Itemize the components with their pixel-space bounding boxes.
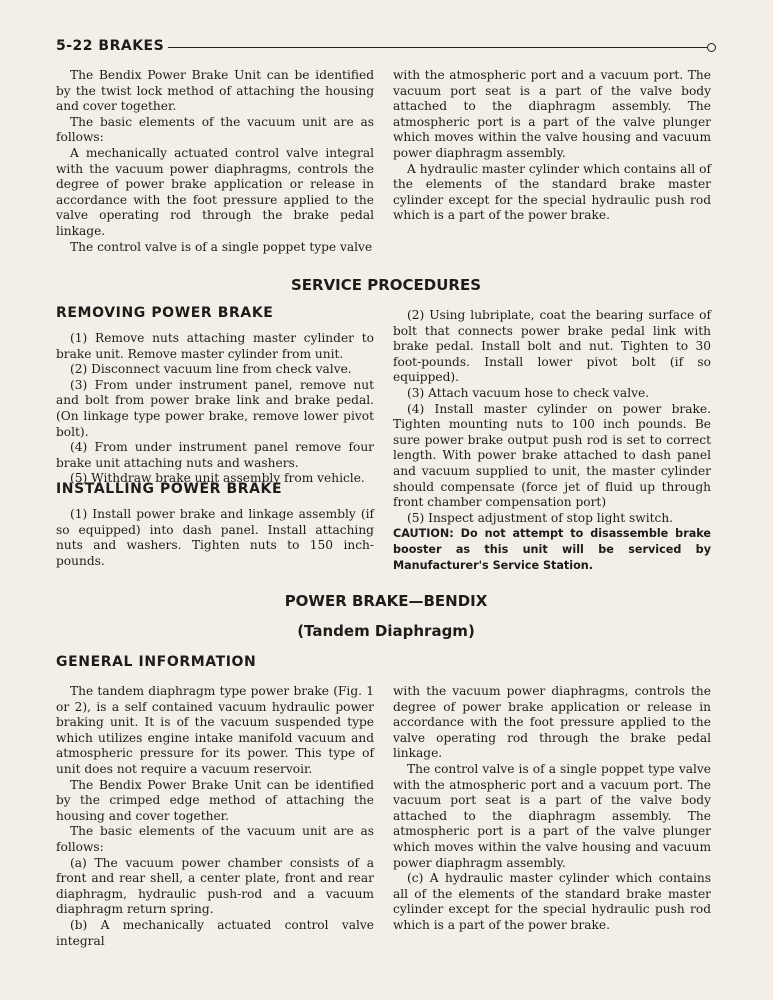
removing-heading: REMOVING POWER BRAKE (56, 305, 274, 321)
step: (5) Withdraw brake unit assembly from vehicle. (70, 471, 365, 486)
step: (5) Inspect adjustment of stop light switch. (407, 510, 674, 525)
general-information-heading: GENERAL INFORMATION (56, 654, 257, 670)
paragraph: The control valve is of a single poppet type valve with the atmospheric port and a vacuum port. The vacuum port seat is a part of the valve body attached to the diaphragm assembly. The atmospheric port is a part of the valve plunger which moves within the valve housing and vacuum power diaphragm assembly. (393, 761, 711, 870)
paragraph: with the atmospheric port and a vacuum port. The vacuum port seat is a part of the valve body attached to the diaphragm assembly. The atmospheric port is a part of the valve plunger which moves within the valve housing and vacuum power diaphragm assembly. (393, 68, 711, 160)
paragraph: A mechanically actuated control valve integral with the vacuum power diaphragms, controls the degree of power brake application or release in accordance with the foot pressure applied to the valve operating rod through the brake pedal linkage. (56, 145, 374, 238)
removing-steps (56, 331, 374, 487)
step: (2) Using lubriplate, coat the bearing surface of bolt that connects power brake pedal link with brake pedal. Install bolt and nut. Tighten to 30 foot-pounds. Install lower pivot bolt (if so equipped). (393, 308, 711, 385)
step: (1) Install power brake and linkage assembly (if so equipped) into dash panel. Install attaching nuts and washers. Tighten nuts to 150 inch-pounds. (56, 507, 374, 568)
bleed-through-shadow (290, 258, 295, 274)
step: (3) From under instrument panel, remove nut and bolt from power brake link and brake pedal. (On linkage type power brake, remove lower pivot bolt). (56, 377, 374, 439)
power-brake-bendix-title: POWER BRAKE—BENDIX (284, 592, 488, 610)
page-number-title: 5-22 BRAKES (56, 38, 165, 54)
paragraph: The control valve is of a single poppet type valve (70, 239, 373, 254)
header-rule-end-circle (707, 43, 716, 52)
service-right-column (393, 308, 711, 573)
paragraph: with the vacuum power diaphragms, controls the degree of power brake application or release in accordance with the foot pressure applied to the valve operating rod through the brake pedal linkage. (393, 684, 711, 761)
paragraph: The Bendix Power Brake Unit can be identified by the crimped edge method of attaching the housing and cover together. (56, 777, 374, 823)
tandem-diaphragm-subtitle: (Tandem Diaphragm) (297, 622, 475, 640)
paragraph: The tandem diaphragm type power brake (Fig. 1 or 2), is a self contained vacuum hydraulic power braking unit. It is of the vacuum suspended type which utilizes engine intake manifold vacuum and atmospheric pressure for its power. This type of unit does not require a vacuum reservoir. (56, 684, 374, 776)
general-right-column (393, 684, 711, 934)
service-procedures-title: SERVICE PROCEDURES (290, 276, 482, 294)
step: (4) Install master cylinder on power brake. Tighten mounting nuts to 100 inch pounds. Be sure power brake output push rod is set to correct length. With power brake attached to dash panel and vacuum supplied to unit, the master cylinder should compensate (force jet of fluid up through front chamber compensation port) (393, 401, 711, 510)
step: (4) From under instrument panel remove four brake unit attaching nuts and washers. (56, 440, 374, 470)
installing-heading: INSTALLING POWER BRAKE (56, 481, 283, 497)
intro-left-column (56, 68, 374, 255)
page-header (56, 36, 716, 56)
paragraph: The Bendix Power Brake Unit can be identified by the twist lock method of attaching the housing and cover together. (56, 68, 374, 114)
intro-right-column (393, 68, 711, 224)
step: (1) Remove nuts attaching master cylinder to brake unit. Remove master cylinder from unit. (56, 331, 374, 361)
installing-steps (56, 507, 374, 569)
paragraph: (c) A hydraulic master cylinder which contains all of the elements of the standard brake master cylinder except for the special hydraulic push rod which is a part of the power brake. (393, 871, 711, 932)
paragraph: (a) The vacuum power chamber consists of a front and rear shell, a center plate, front and rear diaphragm, hydraulic push-rod and a vacuum diaphragm return spring. (56, 855, 374, 917)
header-rule (168, 47, 707, 48)
paragraph: The basic elements of the vacuum unit are as follows: (56, 824, 374, 854)
paragraph: A hydraulic master cylinder which contains all of the elements of the standard brake master cylinder except for the special hydraulic push rod which is a part of the power brake. (393, 161, 711, 223)
paragraph: (b) A mechanically actuated control valve integral (56, 917, 374, 948)
paragraph: The basic elements of the vacuum unit are as follows: (56, 114, 374, 145)
step: (3) Attach vacuum hose to check valve. (407, 385, 650, 400)
general-left-column (56, 684, 374, 949)
caution-note: CAUTION: Do not attempt to disassemble brake booster as this unit will be serviced by Manufacturer's Service Station. (393, 527, 711, 572)
step: (2) Disconnect vacuum line from check valve. (70, 362, 352, 377)
